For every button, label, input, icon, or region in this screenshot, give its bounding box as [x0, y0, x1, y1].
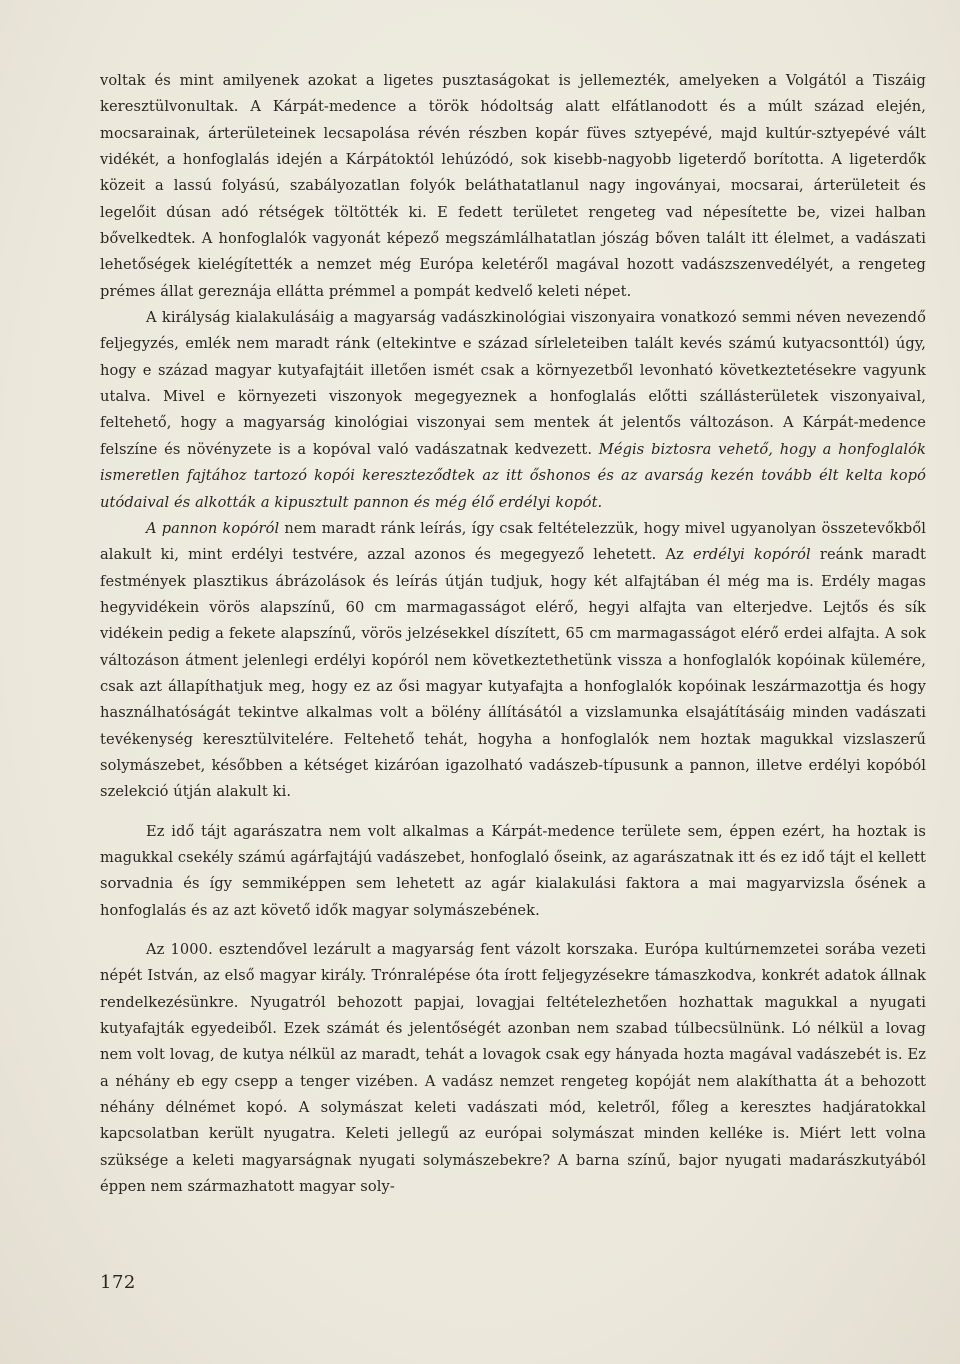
- paragraph: [100, 819, 926, 924]
- italic-text-segment: A pannon kopóról: [146, 519, 280, 537]
- text-segment: A királyság kialakulásáig a magyarság vadászkinológiai viszonyaira vonatkozó semmi néven nevezendő feljegyzés, emlék nem maradt ránk (eltekintve e század sírleleteiben talált kevés számú kutyacsonttól) úgy, hogy e század magyar kutyafajtáit illetően ismét csak a környezetből levonható következtetésekre vagyunk utalva. Mivel e környezeti viszonyok megegyeznek a honfoglalás előtti szállásterületek viszonyaival, feltehető, hogy a magyarság kinológiai viszonyai sem mentek át jelentős változáson. A Kárpát-medence felszíne és növényzete is a kopóval való vadászatnak kedvezett.: [100, 309, 926, 458]
- italic-text-segment: erdélyi kopóról: [692, 546, 811, 564]
- text-segment: Ez idő tájt agarászatra nem volt alkalmas a Kárpát-medence területe sem, éppen ezért, ha hoztak is magukkal csekély számú agárfajtájú vadászebet, honfoglaló őseink, az agarászatnak itt és ez idő tájt el kellett sorvadnia és így semmiképpen sem lehetett az agár kialakulási faktora a mai magyarvizsla ősének a honfoglalás és az azt követő idők magyar solymászebének.: [100, 822, 926, 919]
- paragraph: [100, 68, 926, 305]
- italic-text-segment: Mégis biztosra vehető, hogy a honfoglalók ismeretlen fajtához tartozó kopói kereszteződtek az itt őshonos és az avarság kezén tovább élt kelta kopó utódaival és alkották a kipusztult pannon és még élő erdélyi kopót.: [100, 440, 926, 511]
- page-number: 172: [100, 1272, 136, 1293]
- text-segment: nem maradt ránk leírás, így csak feltételezzük, hogy mivel ugyanolyan összetevőkből alakult ki, mint erdélyi testvére, azzal azonos és megegyező lehetett. Az: [100, 519, 927, 564]
- paragraph: [100, 516, 926, 806]
- text-segment: Az 1000. esztendővel lezárult a magyarság fent vázolt korszaka. Európa kultúrnemzetei sorába vezeti népét István, az első magyar király. Trónralépése óta írott feljegyzésekre támaszkodva, konkrét adatok állnak rendelkezésünkre. Nyugatról behozott papjai, lovagjai feltételezhetően hozhattak magukkal a nyugati kutyafajták egyedeiből. Ezek számát és jelentőségét azonban nem szabad túlbecsülnünk. Ló nélkül a lovag nem volt lovag, de kutya nélkül az maradt, tehát a lovagok csak egy hányada hozta magával vadászebét is. Ez a néhány eb egy csepp a tenger vizében. A vadász nemzet rengeteg kopóját nem alakíthatta át a behozott néhány délnémet kopó. A solymászat keleti vadászati mód, keletről, főleg a keresztes hadjáratokkal kapcsolatban került nyugatra. Keleti jellegű az európai solymászat minden kelléke is. Miért lett volna szüksége a keleti magyarságnak nyugati solymászebekre? A barna színű, bajor nyugati madarászkutyából éppen nem származhatott magyar soly-: [100, 941, 926, 1196]
- text-segment: reánk maradt festmények plasztikus ábrázolások és leírás útján tudjuk, hogy két alfajtában él még ma is. Erdély magas hegyvidékein vörös alapszínű, 60 cm marmagasságot elérő, hegyi alfajta van elterjedve. Lejtős és sík vidékein pedig a fekete alapszínű, vörös jelzésekkel díszített, 65 cm marmagasságot elérő erdei alfajta. A sok változáson átment jelenlegi erdélyi kopóról nem következtethetünk vissza a honfoglalók kopóinak külemére, csak azt állapíthatjuk meg, hogy ez az ősi magyar kutyafajta a honfoglalók kopóinak leszármazottja és hogy használhatóságát tekintve alkalmas volt a bölény állításától a vizslamunka elsajátításáig minden vadászati tevékenység keresztülvitelére. Feltehető tehát, hogyha a honfoglalók nem hoztak magukkal vizslaszerű solymászebet, későbben a kétséget kizáróan igazolható vadászeb-típusunk a pannon, illetve erdélyi kopóból szelekció útján alakult ki.: [100, 546, 927, 801]
- body-text: [100, 68, 926, 1200]
- text-segment: voltak és mint amilyenek azokat a ligetes pusztaságokat is jellemezték, amelyeken a Volgától a Tiszáig keresztülvonultak. A Kárpát-medence a török hódoltság alatt elfátlanodott és a múlt század elején, mocsarainak, árterületeinek lecsapolása révén részben kopár füves sztyepévé, majd kultúr-sztyepévé vált vidékét, a honfoglalás idején a Kárpátoktól lehúzódó, sok kisebb-nagyobb ligeterdő borította. A ligeterdők közeit a lassú folyású, szabályozatlan folyók beláthatatlanul nagy ingoványai, mocsarai, árterületeit és legelőit dúsan adó rétségek töltötték ki. E fedett területet rengeteg vad népesítette be, vizei halban bővelkedtek. A honfoglalók vagyonát képező megszámlálhatatlan jószág bőven talált itt élelmet, a vadászati lehetőségek kielégítették a nemzet még Európa keletéről magával hozott vadászszenvedélyét, a rengeteg prémes állat gereznája ellátta prémmel a pompát kedvelő keleti népet.: [100, 72, 926, 300]
- paragraph: [100, 305, 926, 516]
- paragraph: [100, 937, 926, 1200]
